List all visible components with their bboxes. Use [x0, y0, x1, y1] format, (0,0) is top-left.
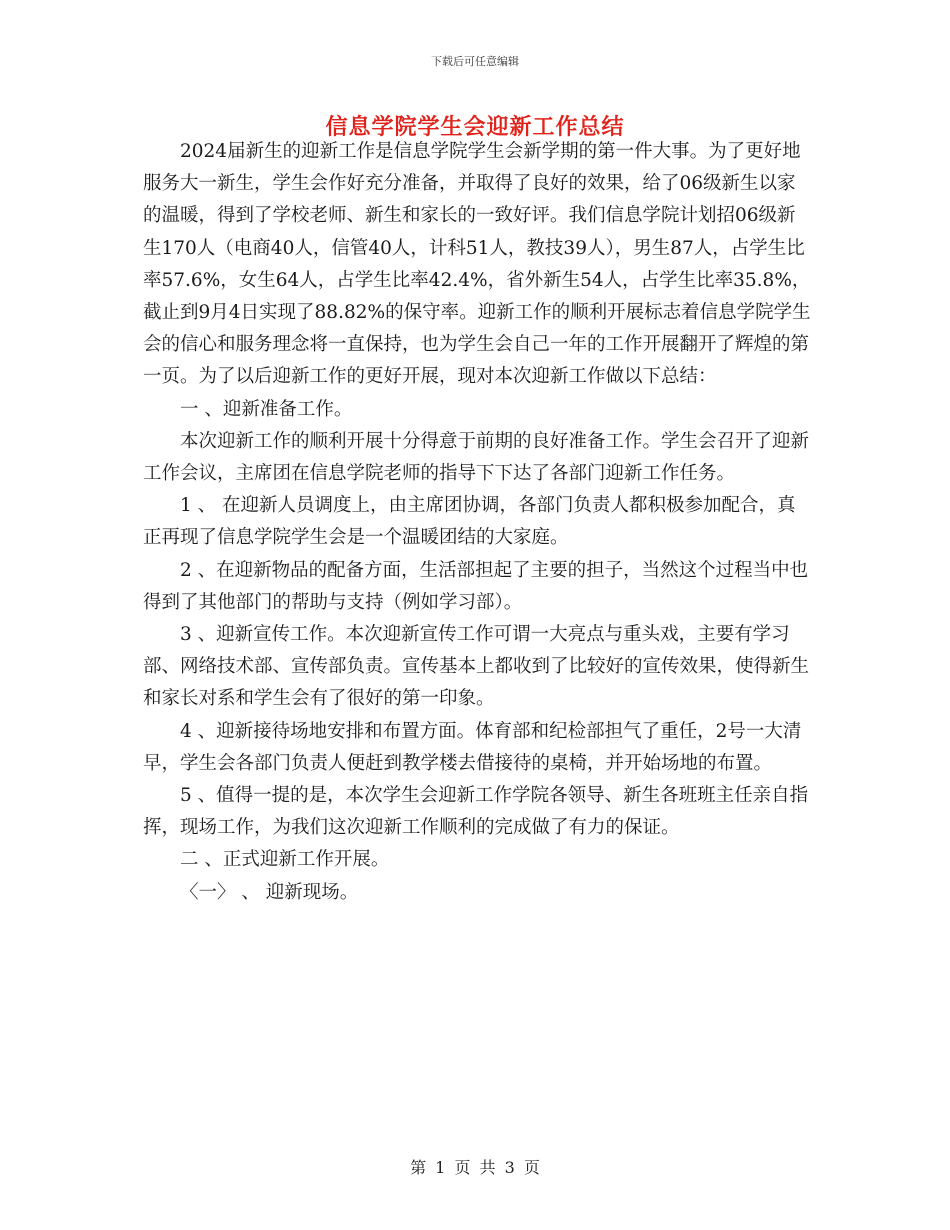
- section-heading-2: 二 、正式迎新工作开展。: [180, 849, 390, 871]
- page-footer: 第 1 页 共 3 页: [410, 1158, 540, 1177]
- paragraph-preparation: 本次迎新工作的顺利开展十分得意于前期的良好准备工作。学生会召开了迎新工作会议，主席团在信息学院老师的指导下下达了各部门迎新工作任务。: [143, 430, 810, 485]
- list-item-1: 1 、 在迎新人员调度上，由主席团协调，各部门负责人都积极参加配合，真正再现了信息学院学生会是一个温暖团结的大家庭。: [143, 495, 796, 549]
- list-item-2: 2 、在迎新物品的配备方面，生活部担起了主要的担子，当然这个过程当中也得到了其他部门的帮助与支持（例如学习部）。: [143, 559, 809, 613]
- list-item-3: 3 、迎新宣传工作。本次迎新宣传工作可谓一大亮点与重头戏，主要有学习部、网络技术部、宣传部负责。宣传基本上都收到了比较好的宣传效果，使得新生和家长对系和学生会有了很好的第一印象。: [143, 624, 810, 710]
- document-title: 信息学院学生会迎新工作总结: [325, 114, 625, 140]
- list-item-4: 4 、迎新接待场地安排和布置方面。体育部和纪检部担气了重任，2号一大清早，学生会各部门负责人便赶到教学楼去借接待的桌椅，并开始场地的布置。: [143, 720, 802, 774]
- subsection-heading-1: 〈一〉 、 迎新现场。: [180, 881, 359, 903]
- document-body: [143, 136, 813, 909]
- list-item-5: 5 、值得一提的是，本次学生会迎新工作学院各领导、新生各班班主任亲自指挥，现场工作，为我们这次迎新工作顺利的完成做了有力的保证。: [143, 785, 809, 839]
- header-note: 下载后可任意编辑: [431, 55, 519, 68]
- paragraph-intro: 2024届新生的迎新工作是信息学院学生会新学期的第一件大事。为了更好地服务大一新生，学生会作好充分准备，并取得了良好的效果，给了06级新生以家的温暖，得到了学校老师、新生和家长的一致好评。我们信息学院计划招06级新生170人（电商40人，信管40人，计科51人，教技39人），男生87人，占学生比率57.6%，女生64人，占学生比率42.4%，省外新生54人，占学生比率35.8%，截止到9月4日实现了88.82%的保守率。迎新工作的顺利开展标志着信息学院学生会的信心和服务理念将一直保持，也为学生会自己一年的工作开展翻开了辉煌的第一页。为了以后迎新工作的更好开展，现对本次迎新工作做以下总结：: [143, 141, 811, 388]
- section-heading-1: 一 、迎新准备工作。: [180, 398, 353, 420]
